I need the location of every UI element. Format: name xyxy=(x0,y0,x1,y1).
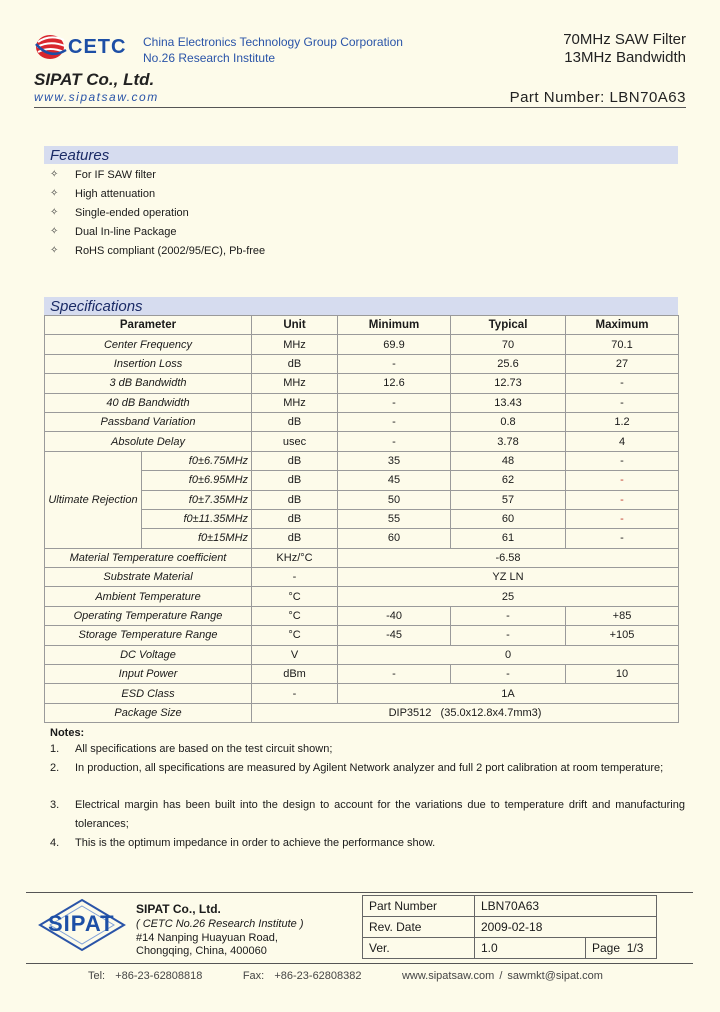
header-divider xyxy=(34,107,686,108)
part-number: Part Number: LBN70A63 xyxy=(509,89,686,106)
table-row: f0±7.35MHz dB 50 57 - xyxy=(45,490,679,509)
table-row: 3 dB Bandwidth MHz 12.6 12.73 - xyxy=(45,374,679,393)
table-row: Rev. Date 2009-02-18 xyxy=(363,917,657,938)
features-title: Features xyxy=(50,147,110,164)
table-row: Absolute Delay usec - 3.78 4 xyxy=(45,432,679,451)
footer-top-rule xyxy=(26,892,693,893)
list-item: ✧ RoHS compliant (2002/95/EC), Pb-free xyxy=(50,244,266,257)
list-item: ✧ Single-ended operation xyxy=(50,206,189,219)
table-row: f0±11.35MHz dB 55 60 - xyxy=(45,509,679,528)
diamond-bullet-icon: ✧ xyxy=(50,169,59,180)
table-row: Storage Temperature Range °C -45 - +105 xyxy=(45,626,679,645)
footer-address-2: Chongqing, China, 400060 xyxy=(136,945,267,957)
footer-bottom-rule xyxy=(26,963,693,964)
table-row: Ver. 1.0 Page 1/3 xyxy=(363,938,657,959)
org-institute: No.26 Research Institute xyxy=(143,51,276,65)
doc-info-table xyxy=(362,895,657,959)
table-row: DC Voltage V 0 xyxy=(45,645,679,664)
table-row: Substrate Material - YZ LN xyxy=(45,568,679,587)
footer-company: SIPAT Co., Ltd. xyxy=(136,902,221,916)
diamond-bullet-icon: ✧ xyxy=(50,188,59,199)
footer-address-1: #14 Nanping Huayuan Road, xyxy=(136,932,278,944)
specs-title: Specifications xyxy=(50,298,143,315)
diamond-bullet-icon: ✧ xyxy=(50,207,59,218)
table-row: Center Frequency MHz 69.9 70 70.1 xyxy=(45,335,679,354)
note-item: 4. This is the optimum impedance in order to achieve the performance show. xyxy=(50,837,436,849)
table-row: Part Number LBN70A63 xyxy=(363,896,657,917)
note-item: 3. Electrical margin has been built into the design to account for the variations due to temperature drift and manufacturing tolerances; xyxy=(50,799,685,830)
company-name: SIPAT Co., Ltd. xyxy=(34,70,155,89)
footer-contact: Tel: +86-23-62808818 Fax: +86-23-62808382 www.sipatsaw.com / sawmkt@sipat.com xyxy=(88,970,603,982)
cetc-logo-text: CETC xyxy=(68,36,127,58)
diamond-bullet-icon: ✧ xyxy=(50,226,59,237)
table-row: Operating Temperature Range °C -40 - +85 xyxy=(45,606,679,625)
org-name: China Electronics Technology Group Corporation xyxy=(143,35,403,49)
table-row: f0±15MHz dB 60 61 - xyxy=(45,529,679,548)
table-row: Material Temperature coefficient KHz/°C -6.58 xyxy=(45,548,679,567)
sipat-logo xyxy=(34,896,130,954)
table-row: Package Size DIP3512 (35.0x12.8x4.7mm3) xyxy=(45,703,679,722)
table-row: Ambient Temperature °C 25 xyxy=(45,587,679,606)
list-item: ✧ For IF SAW filter xyxy=(50,168,156,181)
list-item: ✧ Dual In-line Package xyxy=(50,225,177,238)
note-item: 1. All specifications are based on the test circuit shown; xyxy=(50,743,333,755)
table-row: ESD Class - 1A xyxy=(45,684,679,703)
note-item: 2. In production, all specifications are measured by Agilent Network analyzer and full 2 port calibration at room temperature; xyxy=(50,762,664,774)
ultimate-rejection-label: Ultimate Rejection xyxy=(45,451,142,548)
table-row: 40 dB Bandwidth MHz - 13.43 - xyxy=(45,393,679,412)
company-website[interactable]: www.sipatsaw.com xyxy=(34,90,159,104)
table-row: Input Power dBm - - 10 xyxy=(45,665,679,684)
table-row: Passband Variation dB - 0.8 1.2 xyxy=(45,412,679,431)
table-row: Ultimate Rejection f0±6.75MHz dB 35 48 - xyxy=(45,451,679,470)
features-section-bar xyxy=(44,146,678,164)
table-header-row: Parameter Unit Minimum Typical Maximum xyxy=(45,316,679,335)
list-item: ✧ High attenuation xyxy=(50,187,156,200)
product-title: 70MHz SAW Filter xyxy=(563,31,686,48)
sipat-logo-text: SIPAT xyxy=(48,911,115,936)
features-list xyxy=(50,165,265,260)
specs-section-bar xyxy=(44,297,678,315)
table-row: Insertion Loss dB - 25.6 27 xyxy=(45,354,679,373)
page-indicator: Page 1/3 xyxy=(586,938,657,959)
diamond-bullet-icon: ✧ xyxy=(50,245,59,256)
product-bandwidth: 13MHz Bandwidth xyxy=(564,49,686,66)
notes-title: Notes: xyxy=(50,727,85,739)
table-row: f0±6.95MHz dB 45 62 - xyxy=(45,471,679,490)
specifications-table xyxy=(44,315,679,723)
footer-institute: ( CETC No.26 Research Institute ) xyxy=(136,918,304,930)
